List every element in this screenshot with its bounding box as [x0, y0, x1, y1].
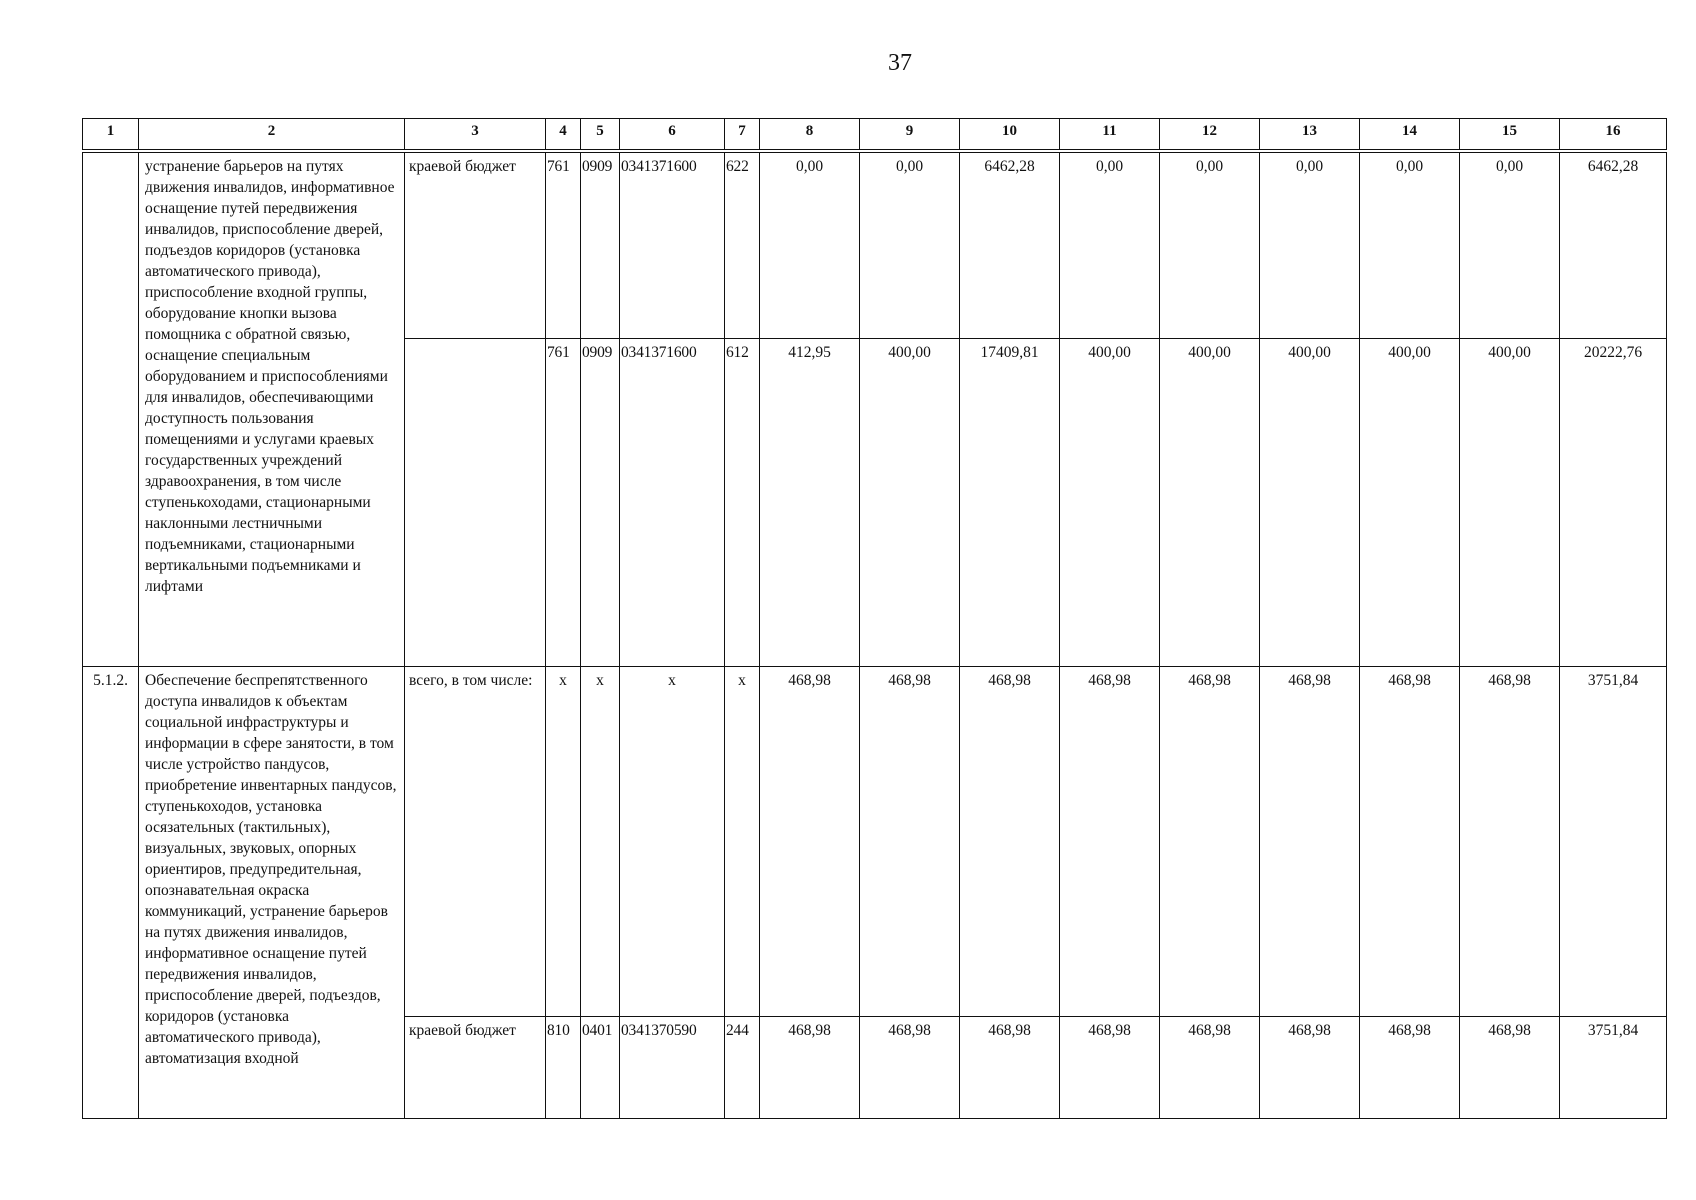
value-cell: 468,98	[1260, 666, 1360, 1016]
value-cell: 468,98	[860, 1016, 960, 1118]
target-code: 0341370590	[620, 1016, 725, 1118]
target-code: 0341371600	[620, 151, 725, 338]
value-cell: 468,98	[860, 666, 960, 1016]
header-cell: 12	[1160, 119, 1260, 152]
value-cell: 0,00	[760, 151, 860, 338]
value-cell: 400,00	[1360, 338, 1460, 666]
item-number-cell	[83, 151, 139, 666]
header-cell: 5	[581, 119, 620, 152]
value-cell: 468,98	[1060, 1016, 1160, 1118]
header-cell: 3	[405, 119, 546, 152]
value-cell: 412,95	[760, 338, 860, 666]
header-cell: 8	[760, 119, 860, 152]
value-cell: 0,00	[860, 151, 960, 338]
value-cell: 468,98	[1360, 666, 1460, 1016]
funding-source	[405, 338, 546, 666]
value-cell: 468,98	[1360, 1016, 1460, 1118]
total-cell: 6462,28	[1560, 151, 1667, 338]
header-row	[83, 119, 1667, 152]
grbs-code: 761	[546, 151, 581, 338]
header-cell: 10	[960, 119, 1060, 152]
expense-type-code: 612	[725, 338, 760, 666]
header-cell: 13	[1260, 119, 1360, 152]
header-cell: 2	[139, 119, 405, 152]
value-cell: 400,00	[1460, 338, 1560, 666]
value-cell: 400,00	[1260, 338, 1360, 666]
value-cell: 468,98	[1460, 666, 1560, 1016]
budget-table	[82, 118, 1667, 1119]
header-cell: 16	[1560, 119, 1667, 152]
header-cell: 9	[860, 119, 960, 152]
value-cell: 468,98	[960, 1016, 1060, 1118]
value-cell: 17409,81	[960, 338, 1060, 666]
value-cell: 468,98	[1160, 666, 1260, 1016]
expense-type-code: х	[725, 666, 760, 1016]
value-cell: 468,98	[1060, 666, 1160, 1016]
value-cell: 400,00	[860, 338, 960, 666]
section-code: 0909	[581, 151, 620, 338]
grbs-code: 761	[546, 338, 581, 666]
value-cell: 400,00	[1160, 338, 1260, 666]
header-cell: 14	[1360, 119, 1460, 152]
header-cell: 11	[1060, 119, 1160, 152]
value-cell: 6462,28	[960, 151, 1060, 338]
page-number: 37	[888, 50, 912, 76]
value-cell: 468,98	[1460, 1016, 1560, 1118]
funding-source: всего, в том числе:	[405, 666, 546, 1016]
value-cell: 468,98	[760, 666, 860, 1016]
value-cell: 468,98	[1260, 1016, 1360, 1118]
header-cell: 1	[83, 119, 139, 152]
value-cell: 0,00	[1260, 151, 1360, 338]
value-cell: 0,00	[1460, 151, 1560, 338]
header-cell: 7	[725, 119, 760, 152]
total-cell: 3751,84	[1560, 1016, 1667, 1118]
item-description: устранение барьеров на путях движения инвалидов, информативное оснащение путей передвижения инвалидов, приспособление дверей, подъездов коридоров (установка автоматического привода), приспособление входной группы, оборудование кнопки вызова помощника с обратной связью, оснащение специальным оборудованием и приспособлениями для инвалидов, обеспечивающими доступность пользования помещениями и услугами краевых государственных учреждений здравоохранения, в том числе ступенькоходами, стационарными наклонными лестничными подъемниками, стационарными вертикальными подъемниками и лифтами	[139, 151, 405, 666]
value-cell: 468,98	[960, 666, 1060, 1016]
value-cell: 0,00	[1360, 151, 1460, 338]
header-cell: 4	[546, 119, 581, 152]
total-cell: 20222,76	[1560, 338, 1667, 666]
value-cell: 468,98	[760, 1016, 860, 1118]
value-cell: 400,00	[1060, 338, 1160, 666]
item-description: Обеспечение беспрепятственного доступа инвалидов к объектам социальной инфраструктуры и информации в сфере занятости, в том числе устройство пандусов, приобретение инвентарных пандусов, ступенькоходов, установка осязательных (тактильных), визуальных, звуковых, опорных ориентиров, предупредительная, опознавательная окраска коммуникаций, устранение барьеров на путях движения инвалидов, информативное оснащение путей передвижения инвалидов, приспособление дверей, подъездов, коридоров (установка автоматического привода), автоматизация входной	[139, 666, 405, 1118]
grbs-code: х	[546, 666, 581, 1016]
total-cell: 3751,84	[1560, 666, 1667, 1016]
section-code: х	[581, 666, 620, 1016]
table-row	[83, 666, 1667, 1016]
section-code: 0909	[581, 338, 620, 666]
target-code: х	[620, 666, 725, 1016]
header-cell: 6	[620, 119, 725, 152]
funding-source: краевой бюджет	[405, 1016, 546, 1118]
grbs-code: 810	[546, 1016, 581, 1118]
expense-type-code: 622	[725, 151, 760, 338]
value-cell: 0,00	[1160, 151, 1260, 338]
value-cell: 0,00	[1060, 151, 1160, 338]
funding-source: краевой бюджет	[405, 151, 546, 338]
value-cell: 468,98	[1160, 1016, 1260, 1118]
target-code: 0341371600	[620, 338, 725, 666]
section-code: 0401	[581, 1016, 620, 1118]
header-cell: 15	[1460, 119, 1560, 152]
expense-type-code: 244	[725, 1016, 760, 1118]
item-number: 5.1.2.	[83, 666, 139, 1118]
table-row	[83, 151, 1667, 338]
